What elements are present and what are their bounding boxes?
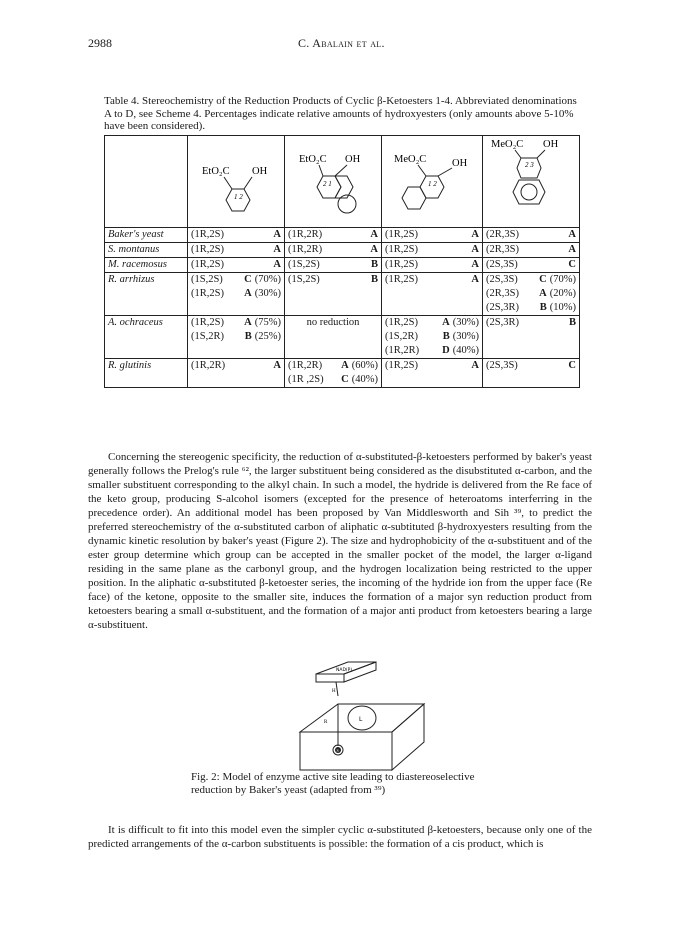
organism-cell: M. racemosus — [105, 258, 188, 273]
percentage: (10%) — [549, 302, 576, 313]
result-cell — [382, 359, 483, 388]
r-label: R — [324, 720, 328, 725]
structure-4-svg — [483, 136, 579, 222]
structure-1-svg — [188, 136, 284, 222]
result-cell — [285, 316, 382, 359]
configuration-label: (1R,2S) — [385, 360, 418, 371]
result-cell — [483, 359, 580, 388]
percentage: (25%) — [254, 331, 281, 342]
locant-label: 2 3 — [525, 161, 534, 169]
table-body — [105, 228, 580, 388]
class-percent — [568, 243, 576, 257]
class-percent — [471, 359, 479, 373]
l-pocket-label: L — [359, 716, 363, 723]
configuration-label: (1S,2R) — [385, 331, 418, 342]
table-caption: Table 4. Stereochemistry of the Reduction Products of Cyclic β-Ketoesters 1-4. Abbreviated denominations A to D, see Scheme 4. Percentages indicate relative amounts of hydroxyesters (only amounts above 5-10% have been considered). — [104, 95, 577, 132]
configuration-label: no reduction — [306, 317, 360, 328]
configuration-label: (2R,3S) — [486, 229, 519, 240]
product-class: B — [442, 331, 450, 342]
table-row — [105, 228, 580, 243]
class-percent — [371, 273, 378, 287]
nad-label: NAD(P) — [336, 668, 353, 673]
organism-cell: A. ochraceus — [105, 316, 188, 359]
percentage: (30%) — [452, 331, 479, 342]
product-class: A — [568, 229, 576, 240]
result-cell — [285, 273, 382, 316]
product-entry — [191, 287, 281, 301]
product-class: A — [244, 288, 252, 299]
stereochemistry-table — [104, 135, 580, 388]
page-number: 2988 — [88, 36, 112, 50]
product-class: C — [568, 259, 576, 270]
result-cell — [483, 258, 580, 273]
product-class: B — [568, 317, 576, 328]
product-class: D — [442, 345, 450, 356]
class-percent — [371, 258, 378, 272]
percentage: (20%) — [549, 288, 576, 299]
percentage: (30%) — [452, 317, 479, 328]
page-header — [88, 36, 592, 52]
table-row — [105, 243, 580, 258]
product-entry — [288, 273, 378, 287]
product-entry — [191, 273, 281, 287]
structure-2-svg — [285, 136, 381, 222]
product-entry — [191, 359, 281, 373]
configuration-label: (1R,2R) — [288, 244, 323, 255]
product-class: C — [341, 374, 349, 385]
locant-label: 2 1 — [323, 180, 332, 188]
product-entry — [385, 330, 479, 344]
product-entry — [486, 287, 576, 301]
percentage: (40%) — [452, 345, 479, 356]
ester-label: EtO₂C — [299, 154, 327, 165]
product-entry — [385, 344, 479, 358]
percentage: (70%) — [254, 274, 281, 285]
structure-3-svg — [382, 136, 482, 222]
product-entry — [191, 228, 281, 242]
product-class: C — [568, 360, 576, 371]
figure-caption: Fig. 2: Model of enzyme active site leading to diastereoselective reduction by Baker's yeast (adapted from ³⁹) — [191, 771, 475, 796]
product-entry — [486, 243, 576, 257]
percentage: (30%) — [254, 288, 281, 299]
result-cell — [483, 243, 580, 258]
product-class: A — [539, 288, 547, 299]
table-row — [105, 359, 580, 388]
structure-cell — [483, 136, 580, 228]
class-percent — [568, 359, 576, 373]
product-entry — [288, 258, 378, 272]
class-percent — [540, 301, 576, 315]
result-cell — [382, 316, 483, 359]
product-class: B — [370, 259, 378, 270]
table-row — [105, 273, 580, 316]
organism-cell: R. arrhizus — [105, 273, 188, 316]
organism-cell: Baker's yeast — [105, 228, 188, 243]
configuration-label: (2S,3S) — [486, 360, 518, 371]
configuration-label: (1R,2S) — [191, 244, 224, 255]
organism-cell: R. glutinis — [105, 359, 188, 388]
configuration-label: (1R,2S) — [385, 317, 418, 328]
configuration-label: (1R,2R) — [191, 360, 226, 371]
product-class: C — [539, 274, 547, 285]
result-cell — [483, 273, 580, 316]
configuration-label: (1S,2S) — [191, 274, 223, 285]
configuration-label: (1R,2S) — [385, 274, 418, 285]
configuration-label: (1S,2S) — [288, 259, 320, 270]
configuration-label: (2R,3S) — [486, 244, 519, 255]
running-head: C. Abalain et al. — [298, 36, 385, 50]
locant-label: 1 2 — [428, 180, 437, 188]
table-row — [105, 258, 580, 273]
class-percent — [244, 316, 281, 330]
product-entry — [288, 373, 378, 387]
result-cell — [188, 359, 285, 388]
ester-label: MeO₂C — [394, 154, 427, 165]
product-class: A — [273, 244, 281, 255]
product-class: B — [370, 274, 378, 285]
result-cell — [188, 316, 285, 359]
configuration-label: (1R,2S) — [385, 259, 418, 270]
class-percent — [471, 273, 479, 287]
configuration-label: (2S,3S) — [486, 259, 518, 270]
class-percent — [443, 330, 479, 344]
product-class: B — [244, 331, 252, 342]
oh-label: OH — [252, 166, 268, 177]
configuration-label: (1S,2R) — [191, 331, 224, 342]
product-class: A — [568, 244, 576, 255]
configuration-label: (1R ,2S) — [288, 374, 324, 385]
product-class: A — [370, 229, 378, 240]
result-cell — [188, 228, 285, 243]
configuration-label: (1R,2S) — [385, 229, 418, 240]
class-percent — [471, 243, 479, 257]
product-entry — [385, 228, 479, 242]
product-class: A — [442, 317, 450, 328]
oh-label: OH — [452, 158, 468, 169]
ester-label: MeO₂C — [491, 139, 524, 150]
class-percent — [244, 273, 281, 287]
result-cell — [483, 228, 580, 243]
configuration-label: (1R,2S) — [385, 244, 418, 255]
class-percent — [471, 228, 479, 242]
product-entry — [486, 359, 576, 373]
configuration-label: (1R,2R) — [385, 345, 420, 356]
class-percent — [539, 273, 576, 287]
organism-cell: S. montanus — [105, 243, 188, 258]
product-entry — [486, 273, 576, 287]
result-cell — [285, 228, 382, 243]
configuration-label: (2S,3R) — [486, 302, 519, 313]
product-class: A — [471, 229, 479, 240]
product-class: A — [273, 259, 281, 270]
product-entry — [385, 273, 479, 287]
class-percent — [341, 359, 378, 373]
product-class: A — [273, 360, 281, 371]
product-class: A — [370, 244, 378, 255]
result-cell — [285, 359, 382, 388]
class-percent — [442, 316, 479, 330]
product-entry — [288, 359, 378, 373]
oh-label: OH — [543, 139, 559, 150]
product-class: A — [471, 360, 479, 371]
class-percent — [370, 243, 378, 257]
structure-cell — [382, 136, 483, 228]
product-entry — [385, 243, 479, 257]
configuration-label: (1R,2S) — [191, 229, 224, 240]
s-pocket-label: S — [336, 748, 339, 753]
class-percent — [568, 258, 576, 272]
product-entry — [486, 228, 576, 242]
product-class: A — [244, 317, 252, 328]
product-entry — [486, 316, 576, 330]
percentage: (60%) — [351, 360, 378, 371]
configuration-label: (1R,2S) — [191, 317, 224, 328]
configuration-label: (1R,2S) — [191, 288, 224, 299]
product-class: B — [539, 302, 547, 313]
percentage: (40%) — [351, 374, 378, 385]
oh-label: OH — [345, 154, 361, 165]
product-entry — [288, 228, 378, 242]
product-entry — [191, 330, 281, 344]
body-paragraph-1: Concerning the stereogenic specificity, the reduction of α-substituted-β-ketoesters performed by baker's yeast generally follows the Prelog's rule ⁶², the larger substituent being considered as the disubstituted α-carbon, and the smaller substituent corresponding to the alkyl chain. In such a model, the hydride is delivered from the Re face of the keto group, producing S-alcohol isomers (excepted for the presence of heteroatoms interferring in the precedence order). An additional model has been proposed by Van Middlesworth and Sih ³⁹, to predict the preferred stereochemistry of the α-substituted carbon of aliphatic α-subtituted β-hydroxyesters resulting from the dynamic kinetic resolution by baker's yeast (Figure 2). The size and hydrophobicity of the α-substituent and of the ester group determine which group can be accepted in the smaller pocket of the model, the larger α-ligand residing in the same plane as the carbonyl group, and the hydrogen localization being restricted to the upper position. In the aliphatic α-substituted β-ketoester series, the incoming of the hydride ion from the upper face (Re face) of the ketone, opposite to the smaller site, induces the formation of a major syn reduction product from ketoesters bearing a small α-substituent, and the formation of a major anti product from ketoesters bearing a large α-substituent. — [88, 451, 592, 631]
product-class: C — [244, 274, 252, 285]
product-class: A — [273, 229, 281, 240]
locant-label: 1 2 — [234, 193, 243, 201]
configuration-label: (1R,2R) — [288, 229, 323, 240]
percentage: (75%) — [254, 317, 281, 328]
structure-row — [105, 136, 580, 228]
product-entry — [288, 243, 378, 257]
configuration-label: (2S,3R) — [486, 317, 519, 328]
ester-label: EtO₂C — [202, 166, 230, 177]
class-percent — [273, 243, 281, 257]
class-percent — [273, 258, 281, 272]
enzyme-active-site-figure — [296, 660, 426, 775]
result-cell — [188, 258, 285, 273]
class-percent — [273, 228, 281, 242]
result-cell — [483, 316, 580, 359]
product-class: A — [471, 259, 479, 270]
product-entry — [288, 316, 378, 330]
result-cell — [285, 258, 382, 273]
configuration-label: (1S,2S) — [288, 274, 320, 285]
corner-cell — [105, 136, 188, 228]
structure-cell — [188, 136, 285, 228]
class-percent — [471, 258, 479, 272]
result-cell — [285, 243, 382, 258]
h-label: H — [332, 689, 336, 694]
result-cell — [188, 243, 285, 258]
result-cell — [382, 273, 483, 316]
product-class: A — [471, 274, 479, 285]
configuration-label: (2R,3S) — [486, 288, 519, 299]
class-percent — [370, 228, 378, 242]
table-row — [105, 316, 580, 359]
product-entry — [385, 316, 479, 330]
class-percent — [568, 228, 576, 242]
percentage: (70%) — [549, 274, 576, 285]
structure-cell — [285, 136, 382, 228]
result-cell — [188, 273, 285, 316]
class-percent — [244, 287, 281, 301]
class-percent — [442, 344, 479, 358]
configuration-label: (1R,2S) — [191, 259, 224, 270]
product-entry — [191, 316, 281, 330]
product-entry — [385, 359, 479, 373]
result-cell — [382, 243, 483, 258]
body-paragraph-2: It is difficult to fit into this model even the simpler cyclic α-substituted β-ketoesters, because only one of the predicted arrangements of the α-carbon substituents is possible: the formation of a cis product, which is — [88, 824, 592, 850]
result-cell — [382, 258, 483, 273]
product-entry — [385, 258, 479, 272]
product-entry — [191, 258, 281, 272]
product-entry — [486, 301, 576, 315]
product-class: A — [341, 360, 349, 371]
result-cell — [382, 228, 483, 243]
configuration-label: (1R,2R) — [288, 360, 323, 371]
class-percent — [245, 330, 281, 344]
class-percent — [569, 316, 576, 330]
class-percent — [273, 359, 281, 373]
configuration-label: (2S,3S) — [486, 274, 518, 285]
product-class: A — [471, 244, 479, 255]
product-entry — [191, 243, 281, 257]
class-percent — [539, 287, 576, 301]
product-entry — [486, 258, 576, 272]
class-percent — [341, 373, 378, 387]
